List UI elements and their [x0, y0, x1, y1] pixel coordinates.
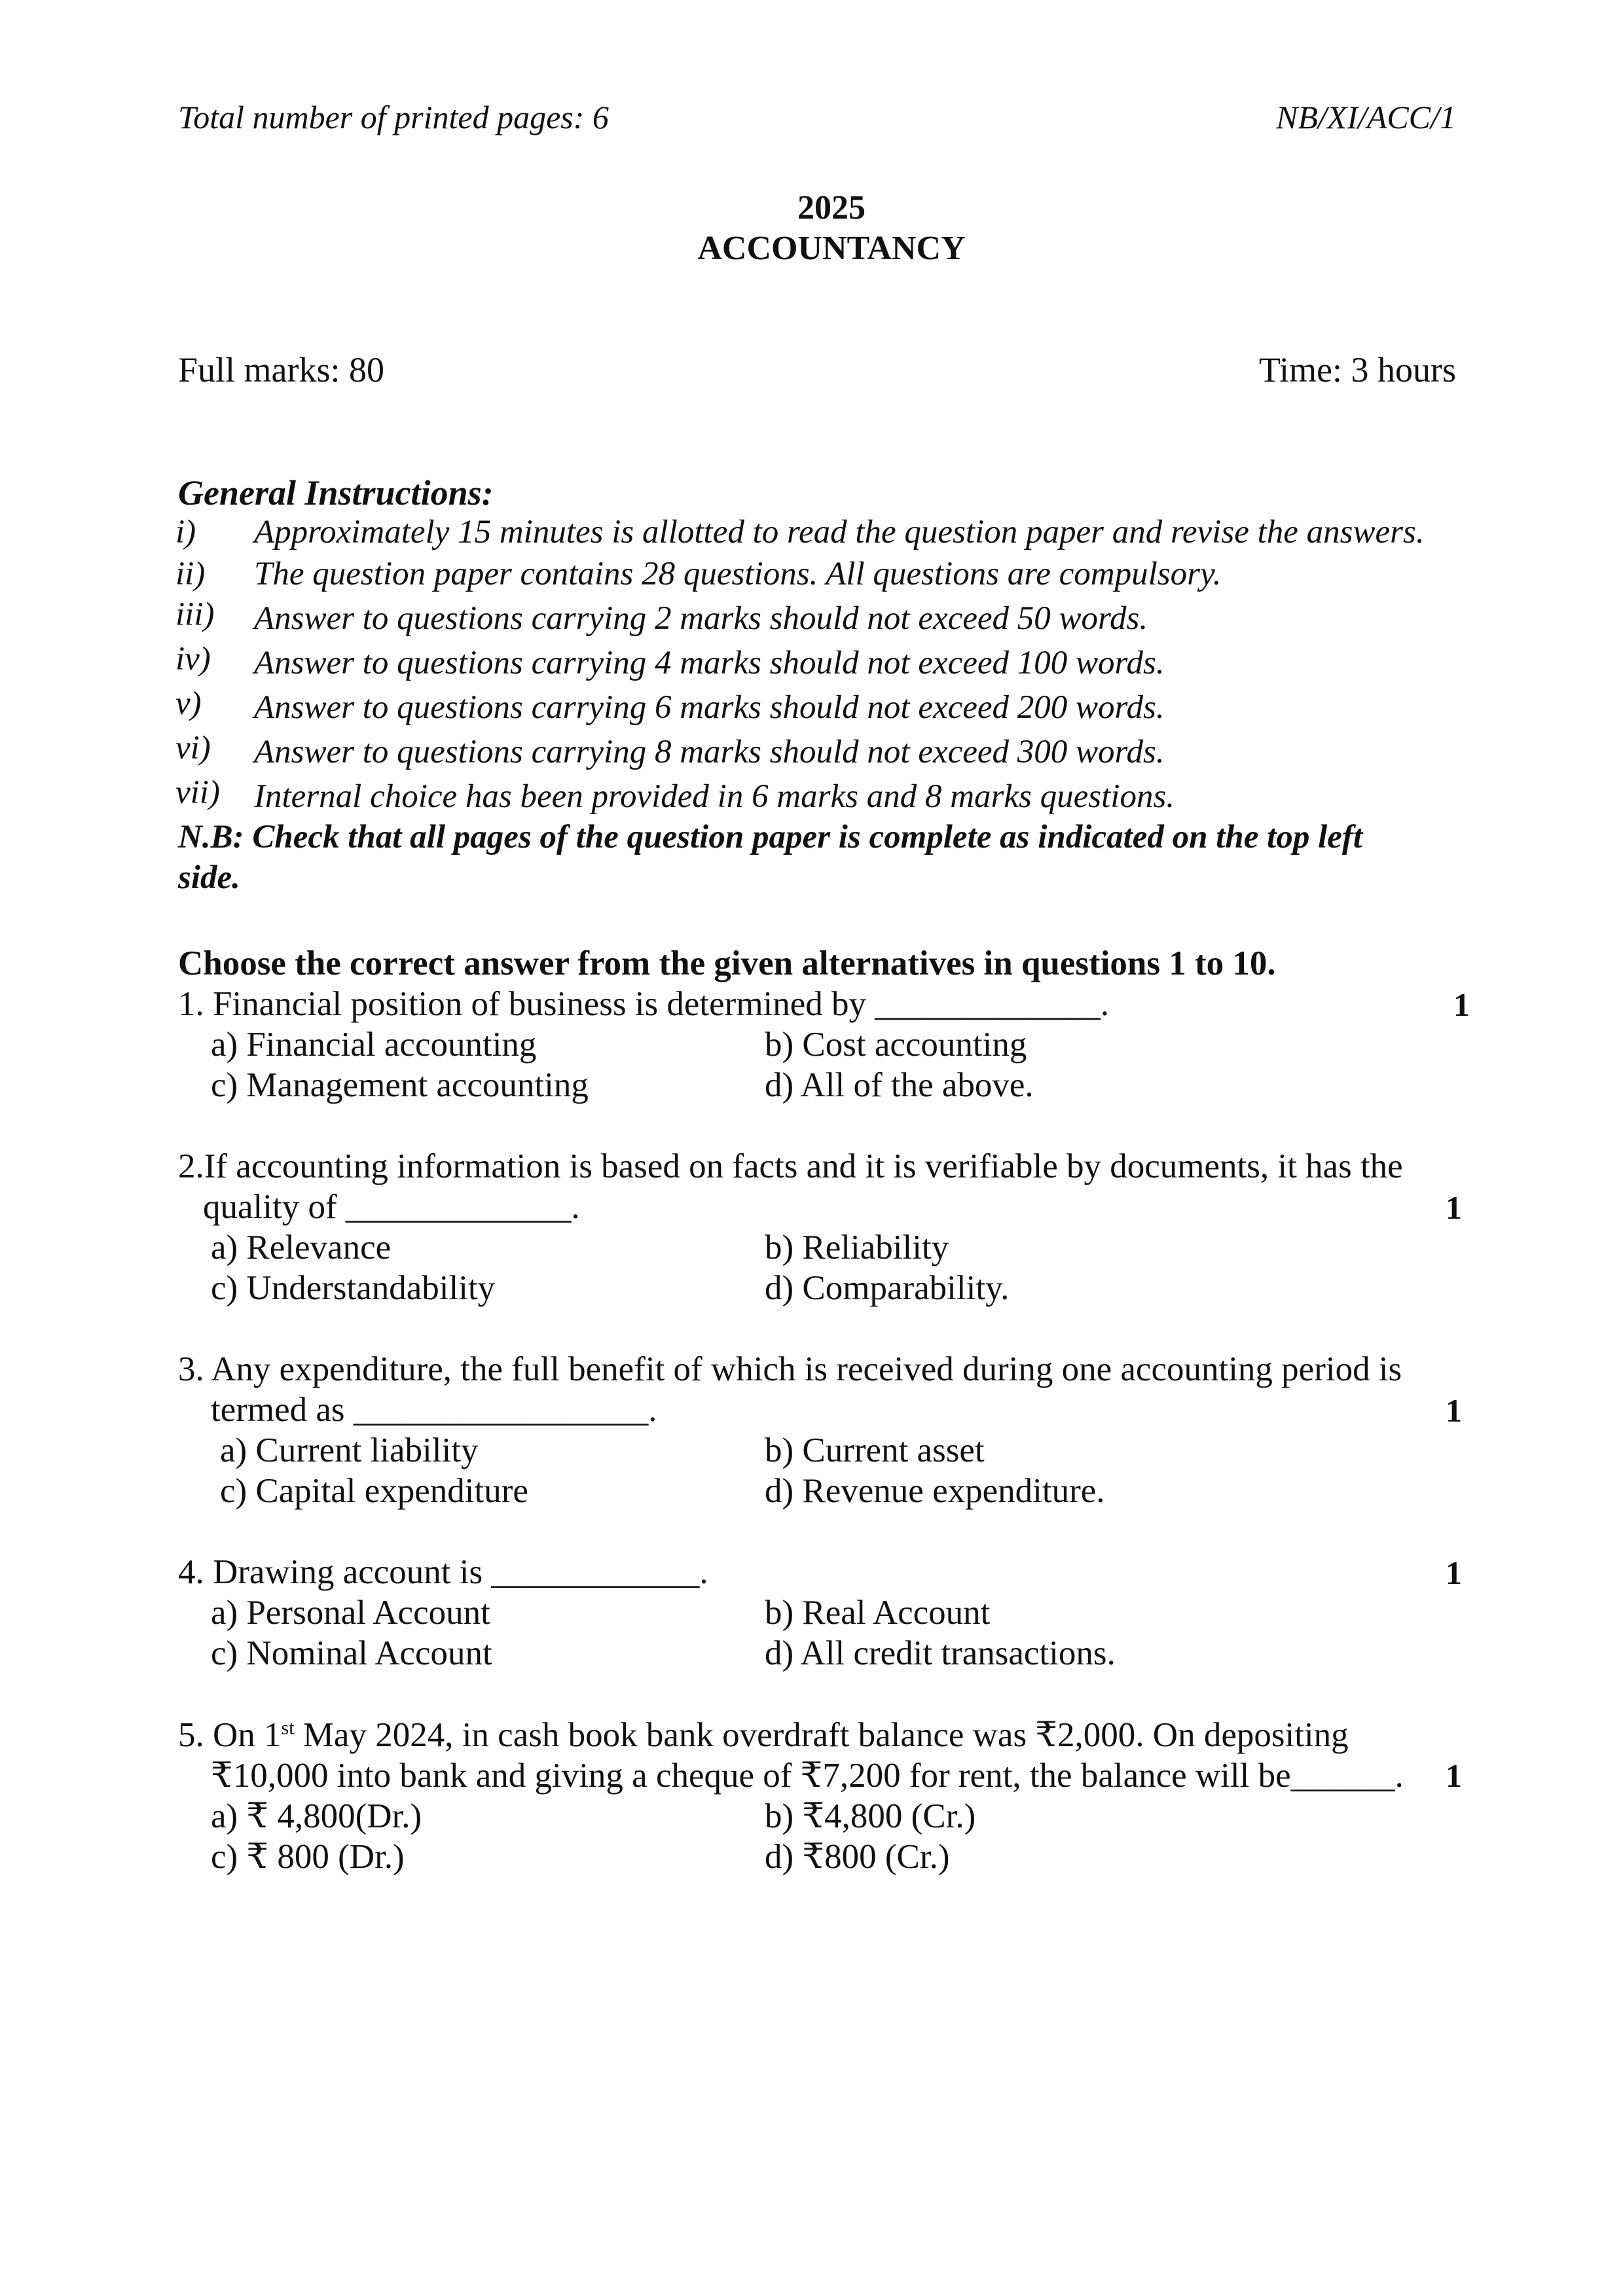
question-4-text: 4. Drawing account is ____________. [178, 1553, 708, 1591]
nb-note-continued: side. [178, 859, 240, 896]
question-3-option-c: c) Capital expenditure [220, 1472, 528, 1510]
question-2-option-c: c) Understandability [211, 1269, 496, 1307]
instruction-number: vi) [175, 730, 211, 766]
instruction-number: iii) [175, 596, 215, 633]
question-3-text-continued: termed as _________________. [211, 1391, 657, 1429]
instruction-number: vii) [175, 774, 220, 811]
question-5-text-continued: ₹10,000 into bank and giving a cheque of ₹7,200 for rent, the balance will be______. [211, 1757, 1404, 1795]
question-1-option-d: d) All of the above. [765, 1066, 1034, 1104]
question-3-option-a: a) Current liability [220, 1431, 479, 1469]
instruction-text: Answer to questions carrying 8 marks should not exceed 300 words. [254, 734, 1165, 770]
ordinal-suffix: st [281, 1717, 295, 1739]
instruction-text: Answer to questions carrying 2 marks should not exceed 50 words. [254, 600, 1148, 637]
instruction-text: Answer to questions carrying 4 marks should not exceed 100 words. [254, 645, 1165, 681]
question-1-option-c: c) Management accounting [211, 1066, 589, 1104]
instruction-text: Approximately 15 minutes is allotted to read the question paper and revise the answers. [254, 514, 1425, 550]
question-2-option-a: a) Relevance [211, 1229, 392, 1266]
question-3-option-b: b) Current asset [765, 1431, 985, 1469]
exam-subject: ACCOUNTANCY [697, 230, 966, 267]
time-allowed: Time: 3 hours [1258, 350, 1456, 389]
question-5-option-c: c) ₹ 800 (Dr.) [211, 1838, 405, 1876]
instruction-number: v) [175, 685, 202, 722]
question-5-option-d: d) ₹800 (Cr.) [765, 1838, 950, 1876]
section-heading: Choose the correct answer from the given alternatives in questions 1 to 10. [178, 944, 1276, 982]
nb-note: N.B: Check that all pages of the question paper is complete as indicated on the top left [178, 819, 1363, 855]
question-3-marks: 1 [1446, 1392, 1462, 1429]
question-1-marks: 1 [1453, 986, 1470, 1023]
question-3-option-d: d) Revenue expenditure. [765, 1472, 1105, 1510]
instruction-text: Internal choice has been provided in 6 marks and 8 marks questions. [254, 778, 1175, 815]
instruction-number: ii) [175, 556, 206, 592]
question-4-option-a: a) Personal Account [211, 1594, 490, 1632]
paper-code: NB/XI/ACC/1 [1276, 99, 1456, 135]
question-5-text-start: 5. On 1 [178, 1716, 282, 1754]
question-2-option-b: b) Reliability [765, 1229, 949, 1266]
instructions-heading: General Instructions: [178, 473, 494, 512]
question-4-option-d: d) All credit transactions. [765, 1634, 1116, 1672]
instruction-text: Answer to questions carrying 6 marks should not exceed 200 words. [254, 689, 1165, 726]
full-marks: Full marks: 80 [178, 350, 385, 389]
question-3-text: 3. Any expenditure, the full benefit of which is received during one accounting period is [178, 1350, 1402, 1388]
question-5-option-a: a) ₹ 4,800(Dr.) [211, 1797, 422, 1835]
instruction-text: The question paper contains 28 questions. All questions are compulsory. [254, 556, 1222, 592]
exam-year: 2025 [797, 189, 866, 226]
instruction-number: i) [175, 514, 196, 550]
question-4-option-b: b) Real Account [765, 1594, 991, 1632]
question-2-text: 2.If accounting information is based on facts and it is verifiable by documents, it has the [178, 1147, 1403, 1185]
question-1-text: 1. Financial position of business is determined by _____________. [178, 985, 1110, 1023]
question-5-text-end: May 2024, in cash book bank overdraft balance was ₹2,000. On depositing [294, 1716, 1349, 1754]
question-1-option-a: a) Financial accounting [211, 1026, 537, 1064]
question-4-option-c: c) Nominal Account [211, 1634, 492, 1672]
question-4-marks: 1 [1446, 1554, 1462, 1591]
question-1-option-b: b) Cost accounting [765, 1026, 1027, 1064]
question-5-text [178, 1715, 1349, 1755]
question-2-text-continued: quality of _____________. [203, 1188, 580, 1226]
pages-note: Total number of printed pages: 6 [178, 99, 609, 135]
question-5-option-b: b) ₹4,800 (Cr.) [765, 1797, 976, 1835]
instruction-number: iv) [175, 641, 211, 677]
question-5-marks: 1 [1446, 1757, 1462, 1794]
question-2-marks: 1 [1446, 1189, 1462, 1226]
question-2-option-d: d) Comparability. [765, 1269, 1010, 1307]
